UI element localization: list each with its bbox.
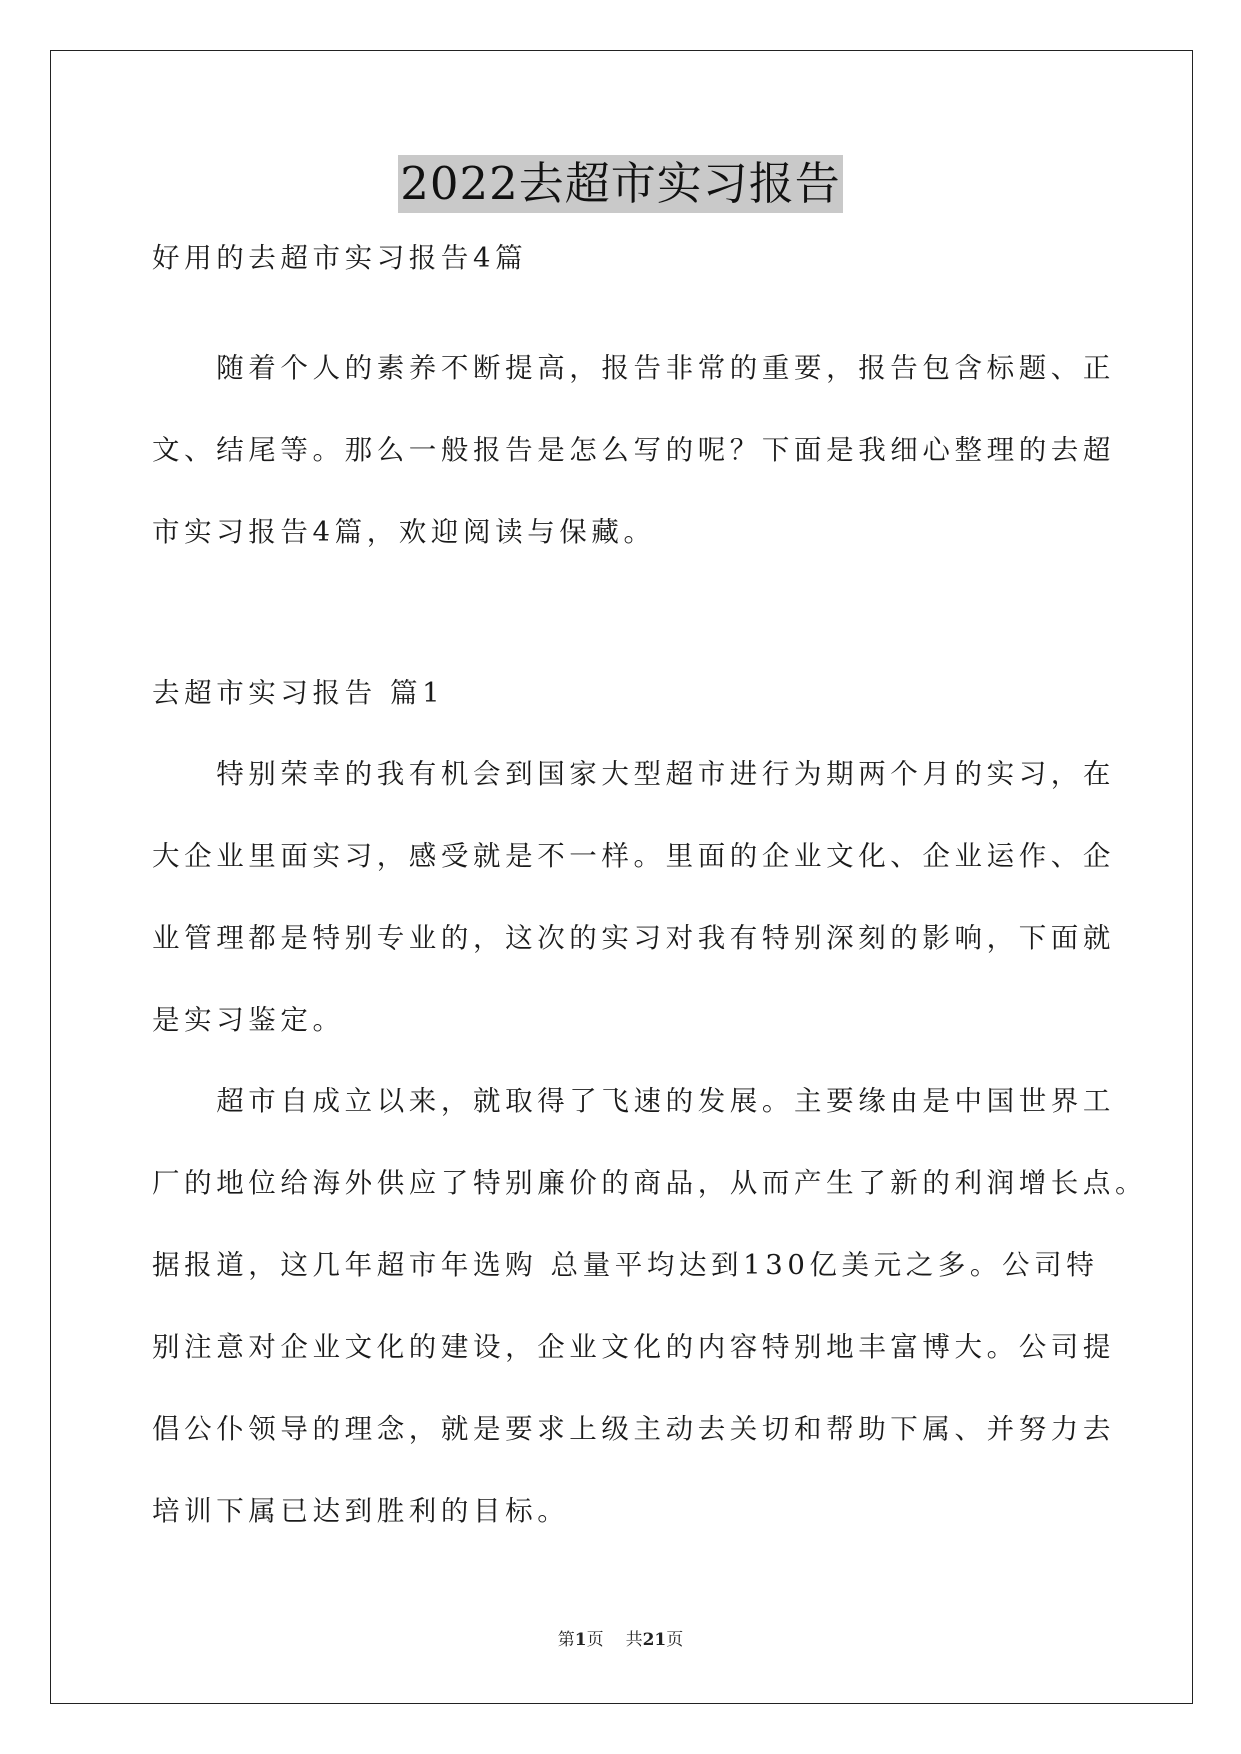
footer-page-number: 1	[574, 1630, 587, 1650]
body-line: 业管理都是特别专业的，这次的实习对我有特别深刻的影响，下面就	[152, 922, 1115, 954]
body-line: 倡公仆领导的理念，就是要求上级主动去关切和帮助下属、并努力去	[152, 1413, 1115, 1445]
body-line: 随着个人的素养不断提高，报告非常的重要，报告包含标题、正	[152, 352, 1115, 384]
title-container	[0, 155, 1241, 213]
footer-total-suffix: 页	[666, 1630, 684, 1650]
body-line: 超市自成立以来，就取得了飞速的发展。主要缘由是中国世界工	[152, 1085, 1115, 1117]
page-border	[50, 50, 1193, 1704]
body-line: 据报道，这几年超市年选购 总量平均达到130亿美元之多。公司特	[152, 1249, 1099, 1281]
footer-total-prefix: 共	[625, 1630, 643, 1650]
page-footer	[0, 1625, 1241, 1650]
section-heading: 去超市实习报告 篇1	[152, 677, 445, 709]
footer-total-pages: 21	[642, 1630, 667, 1650]
footer-page-prefix: 第	[557, 1630, 575, 1650]
body-line: 文、结尾等。那么一般报告是怎么写的呢？下面是我细心整理的去超	[152, 434, 1115, 466]
document-title: 2022去超市实习报告	[398, 155, 843, 213]
body-line: 是实习鉴定。	[152, 1004, 345, 1036]
body-line: 厂的地位给海外供应了特别廉价的商品，从而产生了新的利润增长点。	[152, 1167, 1148, 1199]
body-line: 大企业里面实习，感受就是不一样。里面的企业文化、企业运作、企	[152, 840, 1115, 872]
footer-page-suffix: 页	[586, 1630, 604, 1650]
body-line: 特别荣幸的我有机会到国家大型超市进行为期两个月的实习，在	[152, 758, 1115, 790]
subtitle-line: 好用的去超市实习报告4篇	[152, 242, 528, 274]
body-line: 培训下属已达到胜利的目标。	[152, 1495, 570, 1527]
body-line: 市实习报告4篇，欢迎阅读与保藏。	[152, 516, 656, 548]
body-line: 别注意对企业文化的建设，企业文化的内容特别地丰富博大。公司提	[152, 1331, 1115, 1363]
